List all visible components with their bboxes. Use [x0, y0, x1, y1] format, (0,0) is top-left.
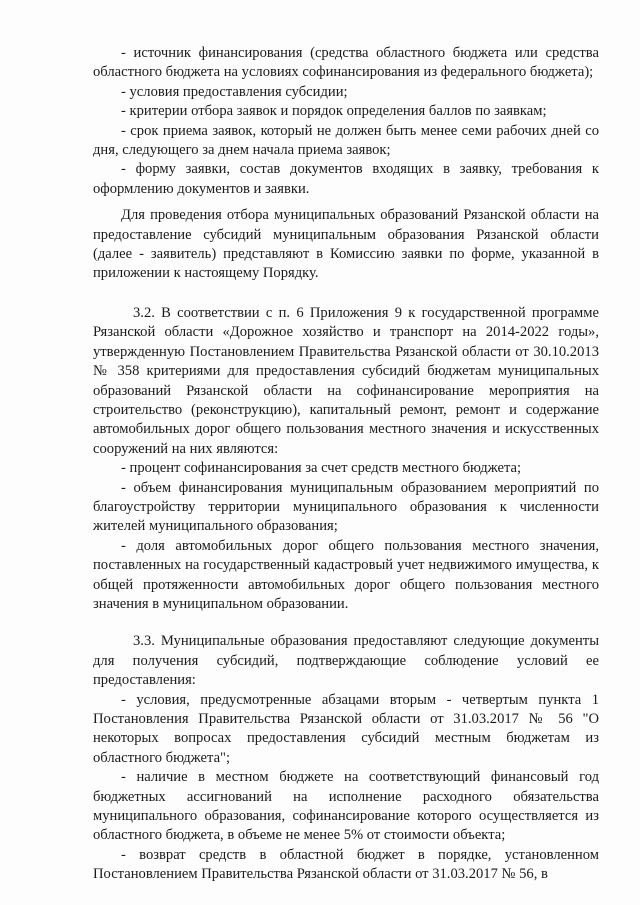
paragraph-application-form: - форму заявки, состав документов входящих в заявку, требования к оформлению документов и заявки.: [93, 161, 599, 197]
paragraph-selection-criteria: - критерии отбора заявок и порядок определения баллов по заявкам;: [121, 103, 547, 120]
paragraph-improvement-funding: - объем финансирования муниципальным образованием мероприятий по благоустройству территории муниципального образования к численности жителей муниципального образования;: [93, 479, 599, 535]
paragraph-roads-share: - доля автомобильных дорог общего пользования местного значения, поставленных на государственный кадастровый учет недвижимого имущества, к общей протяженности автомобильных дорог общего пользования местного значения в муниципальном образовании.: [93, 537, 599, 612]
paragraph-budget-allocations: - наличие в местном бюджете на соответствующий финансовый год бюджетных ассигнований на исполнение расходного обязательства муниципального образования, софинансирование которого осуществляется из областного бюджета, в объеме не менее 5% от стоимости объекта;: [93, 769, 599, 844]
paragraph-cofinancing-percent: - процент софинансирования за счет средств местного бюджета;: [121, 460, 522, 477]
paragraph-application-period: - срок приема заявок, который не должен быть менее семи рабочих дней со дня, следующего за днем начала приема заявок;: [93, 122, 599, 159]
paragraph-selection-procedure: Для проведения отбора муниципальных образований Рязанской области на предоставление субсидий муниципальным образования Рязанской области (далее - заявитель) представляют в Комиссию заявки по форме, указанной в приложении к настоящему Порядку.: [93, 207, 599, 282]
document-body: [93, 44, 599, 885]
paragraph-subsidy-conditions: - условия предоставления субсидии;: [121, 83, 348, 100]
paragraph-section-3-3: 3.3. Муниципальные образования предоставляют следующие документы для получения субсидий, подтверждающие соблюдение условий ее предоставления:: [93, 633, 599, 689]
paragraph-refund: - возврат средств в областной бюджет в порядке, установленном Постановлением Правительства Рязанской области от 31.03.2017 № 56, в: [93, 846, 599, 883]
paragraph-funding-source: - источник финансирования (средства областного бюджета или средства областного бюджета на условиях софинансирования из федерального бюджета);: [93, 45, 599, 81]
paragraph-section-3-2: 3.2. В соответствии с п. 6 Приложения 9 к государственной программе Рязанской области «Дорожное хозяйство и транспорт на 2014-2022 годы», утвержденную Постановлением Правительства Рязанской области от 30.10.2013 № 358 критериями для предоставления субсидий бюджетам муниципальных образований Рязанской области на софинансирование мероприятия на строительство (реконструкцию), капитальный ремонт, ремонт и содержание автомобильных дорог общего пользования местного значения и искусственных сооружений на них являются:: [93, 304, 599, 457]
paragraph-conditions-decree: - условия, предусмотренные абзацами вторым - четвертым пункта 1 Постановления Правительства Рязанской области от 31.03.2017 № 56 "О некоторых вопросах предоставления субсидий местным бюджетам из областного бюджета";: [93, 691, 599, 766]
